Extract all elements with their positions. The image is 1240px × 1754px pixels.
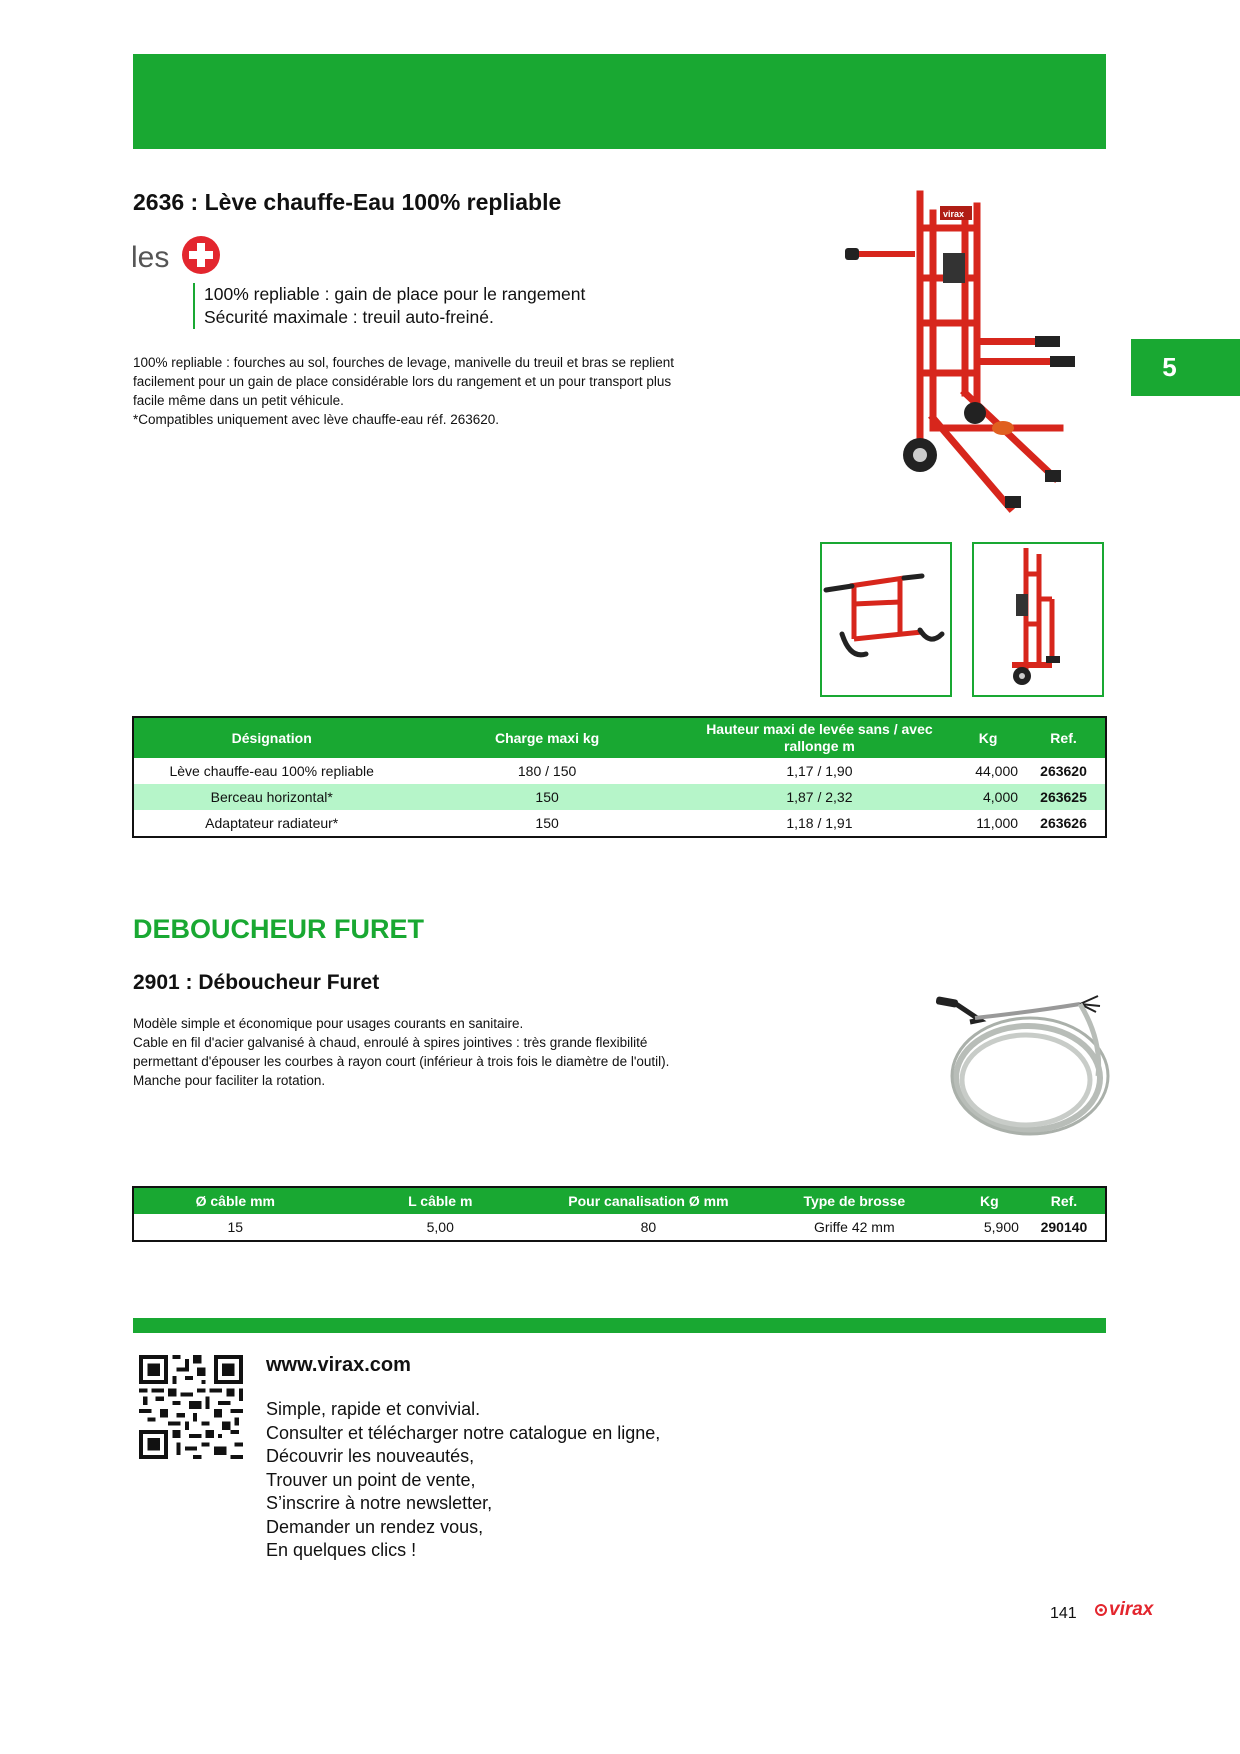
cell-ref: 263620 [1040,763,1087,779]
cell-designation: Lève chauffe-eau 100% repliable [169,763,374,779]
promo-line: Trouver un point de vente, [266,1469,476,1490]
cell-designation: Adaptateur radiateur* [205,815,339,831]
cell-pipe-diameter: 80 [640,1219,657,1235]
promo-line: S’inscrire à notre newsletter, [266,1493,493,1513]
cell-weight: 44,000 [975,763,1019,779]
benefits-list [193,283,585,329]
chapter-number: 5 [1162,352,1177,382]
cell-designation: Berceau horizontal* [134,784,409,810]
cell-weight: 11,000 [976,815,1019,831]
column-header: Kg [956,1188,1023,1214]
cell-charge: 180 / 150 [517,763,577,779]
description-line: *Compatibles uniquement avec lève chauffe-eau réf. 263620. [133,412,499,427]
promo-line: Simple, rapide et convivial. [266,1399,481,1419]
water-heater-lifter-image [845,188,1085,528]
column-header: Désignation [134,718,409,758]
cell-ref: 290140 [1040,1219,1088,1235]
radiator-adapter-image [974,544,1102,695]
benefit-item: Sécurité maximale : treuil auto-freiné. [204,307,494,327]
horizontal-cradle-image [822,544,950,695]
description-line: Modèle simple et économique pour usages courants en sanitaire. [133,1016,524,1031]
column-header: Hauteur maxi de levée sans / avec rallonge m [685,718,954,758]
spec-table-lifter [132,716,1107,838]
cell-weight: 4,000 [954,784,1022,810]
cell-brush-type: Griffe 42 mm [813,1219,895,1235]
header-band [133,54,1106,149]
benefit-item: 100% repliable : gain de place pour le rangement [204,284,586,304]
column-header: Ø câble mm [134,1188,337,1214]
promo-text [266,1398,660,1563]
description-line: facilement pour un gain de place considérable lors du rangement et un pour transport plus [133,374,672,389]
cell-weight: 5,900 [983,1219,1019,1235]
cell-cable-diameter: 15 [227,1219,244,1235]
column-header: Charge maxi kg [409,718,684,758]
cell-charge: 150 [409,784,684,810]
brand-name: virax [1109,1599,1154,1620]
cell-height: 1,17 / 1,90 [786,763,853,779]
cell-charge: 150 [535,815,559,831]
description-line: Cable en fil d'acier galvanisé à chaud, enroulé à spires jointives : très grande flexibilité [133,1035,648,1050]
virax-logo [1095,1598,1163,1622]
table-row [134,758,1105,784]
table-header-row [134,718,1105,758]
virax-emblem-icon [1095,1604,1107,1616]
column-header: Pour canalisation Ø mm [544,1188,753,1214]
promo-line: En quelques clics ! [266,1540,417,1560]
table-row [134,784,1105,810]
thumbnail-horizontal-cradle[interactable] [820,542,952,697]
table-row [134,810,1105,836]
section-title: DEBOUCHEUR FURET [133,914,425,944]
cell-height: 1,87 / 2,32 [685,784,954,810]
column-header: L câble m [337,1188,544,1214]
promo-line: Découvrir les nouveautés, [266,1446,475,1466]
description-line: Manche pour faciliter la rotation. [133,1073,326,1088]
product-title: 2901 : Déboucheur Furet [133,971,380,994]
product-description [133,1014,773,1090]
table-row [134,1214,1105,1240]
les-plus-logo [131,233,223,277]
description-line: permettant d'épouser les courbes à rayon court (inférieur à trois fois le diamètre de l'outil). [133,1054,670,1069]
spec-table-auger [132,1186,1107,1242]
column-header: Kg [954,718,1022,758]
product-title: 2636 : Lève chauffe-Eau 100% repliable [133,189,562,215]
cell-ref: 263626 [1040,815,1087,831]
column-header: Ref. [1023,1188,1105,1214]
chapter-tab[interactable] [1131,339,1240,396]
description-line: 100% repliable : fourches au sol, fourches de levage, manivelle du treuil et bras se replient [133,355,675,370]
page-number: 141 [1050,1605,1077,1622]
website-link[interactable]: www.virax.com [266,1354,411,1376]
thumbnail-radiator-adapter[interactable] [972,542,1104,697]
qr-code-icon[interactable] [139,1355,243,1459]
promo-line: Consulter et télécharger notre catalogue en ligne, [266,1422,661,1443]
description-line: facile même dans un petit véhicule. [133,393,344,408]
column-header: Ref. [1022,718,1105,758]
table-header-row [134,1188,1105,1214]
column-header: Type de brosse [753,1188,956,1214]
cell-height: 1,18 / 1,91 [786,815,853,831]
les-logo-text: les [131,241,170,274]
drain-auger-image [930,990,1110,1142]
svg-text:virax: virax [943,209,965,219]
promo-line: Demander un rendez vous, [266,1516,484,1537]
footer-band [133,1318,1106,1333]
cell-ref: 263625 [1022,784,1105,810]
cell-cable-length: 5,00 [426,1219,454,1235]
product-description [133,353,763,429]
